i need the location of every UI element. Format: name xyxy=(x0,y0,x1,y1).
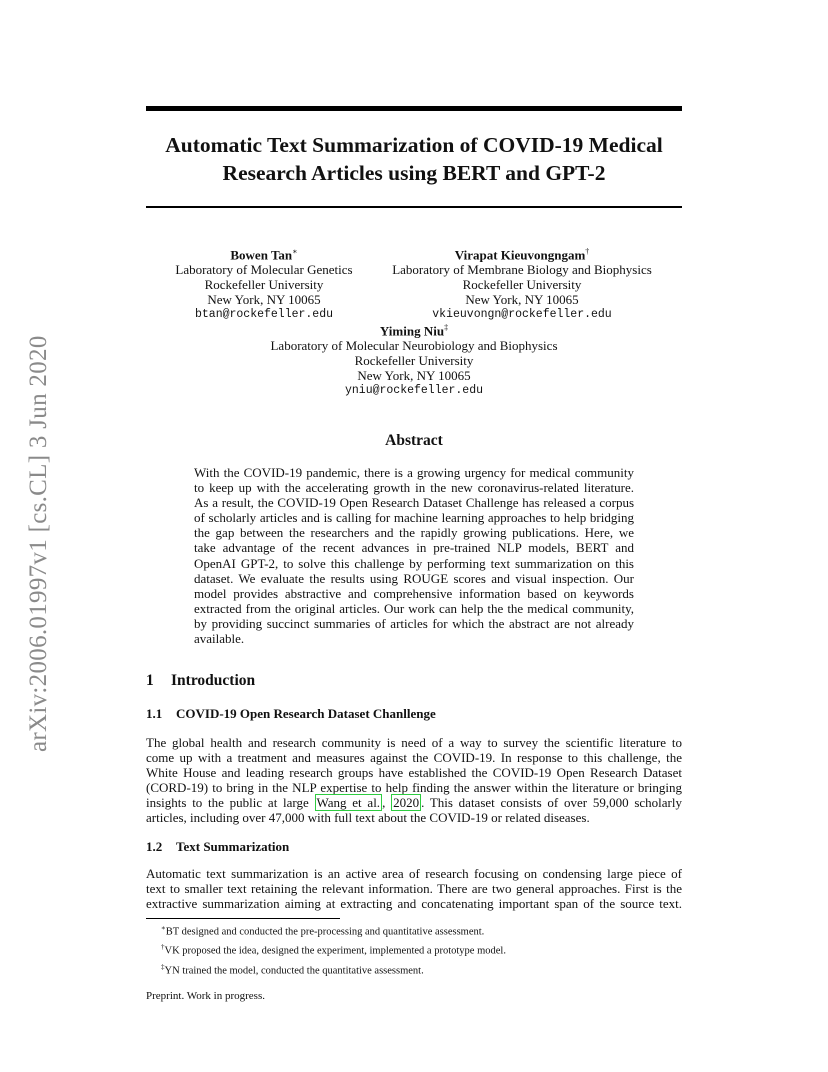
paragraph-line: Automatic text summarization is an active area of research focusing on condensing large piece of xyxy=(146,866,682,881)
author-block-kieuvongngam xyxy=(376,244,668,322)
abstract-line: OpenAI GPT-2, to solve this challenge by performing text summarization on this xyxy=(194,555,634,571)
citation-link-year[interactable]: 2020 xyxy=(393,795,420,811)
author-address: New York, NY 10065 xyxy=(207,292,321,308)
author-affiliation: Laboratory of Molecular Neurobiology and Biophysics xyxy=(270,338,558,354)
paragraph-text-summarization xyxy=(146,866,682,911)
subsection-number: 1.2 xyxy=(146,839,163,854)
footnotes xyxy=(161,921,506,979)
footnote-mark: ∗ xyxy=(161,924,166,932)
footnote-mark: ‡ xyxy=(161,962,165,971)
abstract-line: by providing succinct summaries of articles for which the abstract are not already xyxy=(194,615,634,631)
author-email[interactable]: btan@rockefeller.edu xyxy=(194,308,334,322)
paragraph-cord19 xyxy=(146,735,682,826)
arxiv-stamp-text: arXiv:2006.01997v1 [cs.CL] 3 Jun 2020 xyxy=(25,335,52,752)
abstract-line: extracted from the original articles. Our work can help the the medical community, xyxy=(194,600,634,616)
abstract-line: dataset. We evaluate the results using ROUGE scores and visual inspection. Our xyxy=(194,570,634,586)
footnote-rule xyxy=(146,918,340,919)
abstract-line: of scholarly articles and is calling for machine learning approaches to help bridging xyxy=(194,510,634,526)
author-affiliation: Laboratory of Molecular Genetics xyxy=(175,262,353,278)
abstract-heading: Abstract xyxy=(385,432,443,449)
abstract-line: the gap between the researchers and the rapidly growing publications. Here, we xyxy=(194,525,634,541)
author-name: Bowen Tan∗ xyxy=(230,247,298,263)
abstract-line: model provides abstractive and comprehensive information based on keywords xyxy=(194,585,634,601)
abstract-line: As a result, the COVID-19 Open Research Dataset Challenge has released a corpus xyxy=(194,495,634,511)
footnote: ‡YN trained the model, conducted the quantitative assessment. xyxy=(161,962,424,977)
author-address: New York, NY 10065 xyxy=(357,368,471,384)
abstract-line: available. xyxy=(194,631,245,647)
paragraph-line: (CORD-19) to bring in the NLP expertise to help finding the answer within the literature or bringing xyxy=(146,780,682,796)
title-rule-top xyxy=(146,106,682,111)
abstract-line: With the COVID-19 pandemic, there is a growing urgency for medical community xyxy=(194,465,634,480)
author-address: New York, NY 10065 xyxy=(465,292,579,308)
abstract-line: to keep up with the accelerating growth in the new coronavirus-related literature. xyxy=(194,480,634,496)
subsection-title: Text Summarization xyxy=(176,839,290,854)
paragraph-line: The global health and research community is need of a way to survey the scientific literature to xyxy=(146,735,682,750)
section-heading-introduction xyxy=(146,672,255,690)
citation-link-author[interactable]: Wang et al. xyxy=(316,795,381,811)
footnote: †VK proposed the idea, designed the experiment, implemented a prototype model. xyxy=(161,943,506,957)
paragraph-line: extractive summarization aiming at extracting and concatenating important span of the source text. xyxy=(146,896,682,912)
preprint-note: Preprint. Work in progress. xyxy=(146,990,265,1002)
abstract-body xyxy=(194,465,634,646)
author-institution: Rockefeller University xyxy=(204,277,324,293)
subsection-number: 1.1 xyxy=(146,706,163,721)
arxiv-identifier-stamp xyxy=(16,296,56,756)
paragraph-line: White House and leading research groups have established the COVID-19 Open Research Dataset xyxy=(146,765,682,781)
author-institution: Rockefeller University xyxy=(354,353,474,369)
subsection-heading-cord19 xyxy=(146,706,436,722)
author-email[interactable]: vkieuvongn@rockefeller.edu xyxy=(432,308,612,322)
title-line: Research Articles using BERT and GPT-2 xyxy=(222,161,606,185)
author-affiliation: Laboratory of Membrane Biology and Biophysics xyxy=(392,262,652,278)
subsection-title: COVID-19 Open Research Dataset Chanllenge xyxy=(176,706,436,721)
author-name: Yiming Niu‡ xyxy=(379,323,449,339)
author-email[interactable]: yniu@rockefeller.edu xyxy=(344,384,484,398)
section-title: Introduction xyxy=(171,672,256,689)
title-line: Automatic Text Summarization of COVID-19 Medical xyxy=(165,133,663,157)
paragraph-line: text to smaller text retaining the relevant information. There are two general approaches. First is the xyxy=(146,881,682,897)
author-footnote-mark: ∗ xyxy=(292,247,298,256)
paragraph-line: insights to the public at large Wang et al. , 2020 . This dataset consists of over 59,000 scholarly xyxy=(146,795,682,811)
author-block-tan xyxy=(162,244,366,322)
paper-title xyxy=(146,131,682,187)
author-block-niu xyxy=(240,320,588,398)
paragraph-line: articles, including over 47,000 with full text about the COVID-19 or related diseases. xyxy=(146,810,590,826)
footnote-mark: † xyxy=(161,943,165,952)
title-rule-bottom xyxy=(146,206,682,208)
subsection-heading-text-summarization xyxy=(146,839,289,855)
author-name: Virapat Kieuvongngam† xyxy=(454,247,590,263)
section-number: 1 xyxy=(146,672,154,689)
author-footnote-mark: ‡ xyxy=(444,323,449,332)
author-footnote-mark: † xyxy=(585,247,590,256)
paragraph-line: come up with a treatment and measures against the COVID-19. In response to this challenge, the xyxy=(146,750,682,766)
author-institution: Rockefeller University xyxy=(462,277,582,293)
abstract-line: take advantage of the recent advances in pre-trained NLP models, BERT and xyxy=(194,540,634,556)
footnote: ∗BT designed and conducted the pre-processing and quantitative assessment. xyxy=(161,924,485,938)
